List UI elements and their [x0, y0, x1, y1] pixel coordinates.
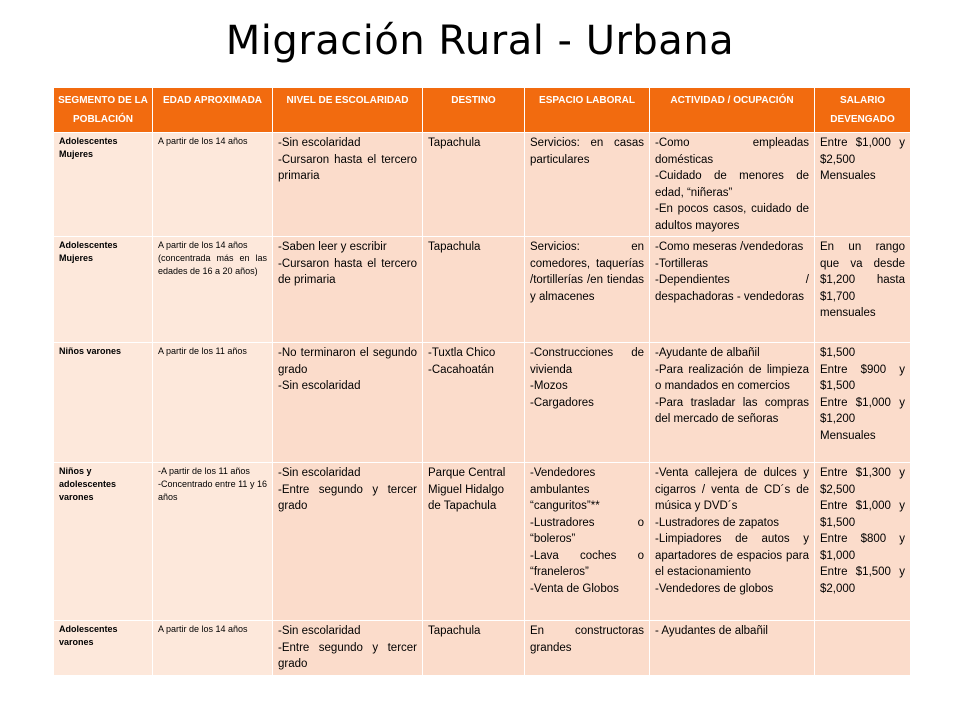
cell-activity	[650, 621, 815, 676]
cell-salary	[815, 621, 911, 676]
cell-line: Adolescentes Mujeres	[59, 240, 118, 263]
cell-line: -Lustradores o “boleros”	[530, 516, 644, 545]
cell-schooling	[273, 237, 423, 343]
cell-line: Niños varones	[59, 346, 122, 356]
cell-line: En un rango que va desde $1,200 hasta $1,700 mensuales	[820, 241, 905, 319]
cell-line: Parque Central Miguel Hidalgo de Tapachula	[428, 467, 506, 512]
cell-salary	[815, 237, 911, 343]
table-body	[54, 133, 911, 676]
cell-line: -Venta callejera de dulces y cigarros / venta de CD´s de música y DVD´s	[655, 467, 809, 512]
cell-line: Tapachula	[428, 625, 481, 637]
cell-line: -Limpiadores de autos y apartadores de espacios para el estacionamiento	[655, 533, 809, 578]
cell-line: -Ayudante de albañil	[655, 347, 760, 359]
cell-line: Niños y adolescentes varones	[59, 466, 117, 502]
cell-segment	[54, 463, 153, 621]
cell-schooling	[273, 133, 423, 237]
cell-line: -Vendedores ambulantes “canguritos”**	[530, 467, 600, 512]
cell-segment	[54, 237, 153, 343]
cell-line: -Cursaron hasta el tercero primaria	[278, 153, 417, 182]
cell-line: -Mozos	[530, 380, 568, 392]
cell-line: -Para realización de limpieza o mandados en comercios	[655, 363, 809, 392]
migration-table	[53, 87, 911, 676]
header-schooling: NIVEL DE ESCOLARIDAD	[273, 88, 423, 133]
cell-line: Servicios: en casas particulares	[530, 137, 644, 166]
cell-line: -Dependientes / despachadoras - vendedoras	[655, 274, 809, 303]
cell-workplace	[525, 237, 650, 343]
cell-line: Tapachula	[428, 137, 481, 149]
cell-line: Entre $900 y $1,500	[820, 363, 905, 392]
cell-line: -Saben leer y escribir	[278, 241, 387, 253]
cell-age	[153, 621, 273, 676]
cell-segment	[54, 343, 153, 463]
cell-line: -En pocos casos, cuidado de adultos mayores	[655, 203, 809, 232]
cell-line: Entre $1,500 y $2,000	[820, 566, 905, 595]
cell-line: - Ayudantes de albañil	[655, 625, 768, 637]
cell-line: -Sin escolaridad	[278, 137, 361, 149]
cell-line: $1,500	[820, 347, 856, 359]
cell-destination	[423, 621, 525, 676]
cell-line: A partir de los 14 años	[158, 136, 248, 146]
cell-workplace	[525, 621, 650, 676]
cell-segment	[54, 621, 153, 676]
cell-line: -Sin escolaridad	[278, 467, 361, 479]
cell-line: -Entre segundo y tercer grado	[278, 483, 417, 512]
header-segment: SEGMENTO DE LA POBLACIÓN	[54, 88, 153, 133]
cell-schooling	[273, 463, 423, 621]
cell-segment	[54, 133, 153, 237]
cell-destination	[423, 463, 525, 621]
cell-salary	[815, 463, 911, 621]
cell-workplace	[525, 133, 650, 237]
cell-destination	[423, 133, 525, 237]
cell-line: -Vendedores de globos	[655, 582, 774, 595]
cell-activity	[650, 463, 815, 621]
cell-line: -Construcciones de vivienda	[530, 347, 644, 376]
header-salary: SALARIO DEVENGADO	[815, 88, 911, 133]
cell-workplace	[525, 343, 650, 463]
cell-line: Entre $1,000 y $1,500	[820, 500, 905, 529]
cell-line: -Sin escolaridad	[278, 380, 361, 392]
cell-line: (concentrada más en las edades de 16 a 20 años)	[158, 253, 267, 276]
cell-line: -Como empleadas domésticas	[655, 137, 809, 166]
cell-age	[153, 463, 273, 621]
cell-line: Entre $1,300 y $2,500	[820, 467, 905, 496]
table-row	[54, 343, 911, 463]
cell-line: -No terminaron el segundo grado	[278, 347, 417, 376]
cell-workplace	[525, 463, 650, 621]
cell-age	[153, 343, 273, 463]
cell-line: Adolescentes Mujeres	[59, 136, 118, 159]
cell-line: -Lava coches o “franeleros”	[530, 549, 644, 578]
cell-line: A partir de los 11 años	[158, 346, 247, 356]
cell-line: -Para trasladar las compras del mercado de señoras	[655, 396, 809, 425]
cell-line: -Concentrado entre 11 y 16 años	[158, 479, 267, 502]
cell-line: -Sin escolaridad	[278, 625, 361, 637]
cell-line: -Como meseras /vendedoras	[655, 241, 804, 253]
cell-salary	[815, 343, 911, 463]
header-activity: ACTIVIDAD / OCUPACIÓN	[650, 88, 815, 133]
cell-line: Entre $1,000 y $1,200 Mensuales	[820, 396, 905, 442]
cell-line: En constructoras grandes	[530, 625, 644, 654]
cell-line: Entre $1,000 y $2,500 Mensuales	[820, 137, 905, 182]
header-age: EDAD APROXIMADA	[153, 88, 273, 133]
cell-line: -Venta de Globos	[530, 582, 619, 595]
cell-line: A partir de los 14 años	[158, 240, 248, 250]
cell-line: -Cacahoatán	[428, 363, 494, 376]
header-destination: DESTINO	[423, 88, 525, 133]
cell-destination	[423, 237, 525, 343]
cell-line: Entre $800 y $1,000	[820, 533, 905, 562]
table-row	[54, 621, 911, 676]
cell-activity	[650, 237, 815, 343]
slide-title: Migración Rural - Urbana	[225, 18, 735, 64]
cell-destination	[423, 343, 525, 463]
cell-line: -Cursaron hasta el tercero de primaria	[278, 257, 417, 286]
table-header-row	[54, 88, 911, 133]
cell-line: -Entre segundo y tercer grado	[278, 641, 417, 670]
cell-line: -Lustradores de zapatos	[655, 516, 780, 529]
cell-line: A partir de los 14 años	[158, 624, 248, 634]
cell-age	[153, 133, 273, 237]
table-row	[54, 463, 911, 621]
cell-line: -A partir de los 11 años	[158, 466, 250, 476]
cell-line: -Cargadores	[530, 396, 594, 409]
table-row	[54, 133, 911, 237]
cell-schooling	[273, 621, 423, 676]
table-row	[54, 237, 911, 343]
cell-activity	[650, 133, 815, 237]
cell-line: Tapachula	[428, 241, 481, 253]
cell-line: Adolescentes varones	[59, 624, 118, 647]
cell-line: -Cuidado de menores de edad, “niñeras”	[655, 170, 809, 199]
cell-line: -Tuxtla Chico	[428, 347, 496, 359]
cell-salary	[815, 133, 911, 237]
cell-activity	[650, 343, 815, 463]
cell-line: Servicios: en comedores, taquerías /tortillerías /en tiendas y almacenes	[530, 241, 644, 303]
header-workplace: ESPACIO LABORAL	[525, 88, 650, 133]
cell-schooling	[273, 343, 423, 463]
cell-line: -Tortilleras	[655, 257, 709, 270]
cell-age	[153, 237, 273, 343]
